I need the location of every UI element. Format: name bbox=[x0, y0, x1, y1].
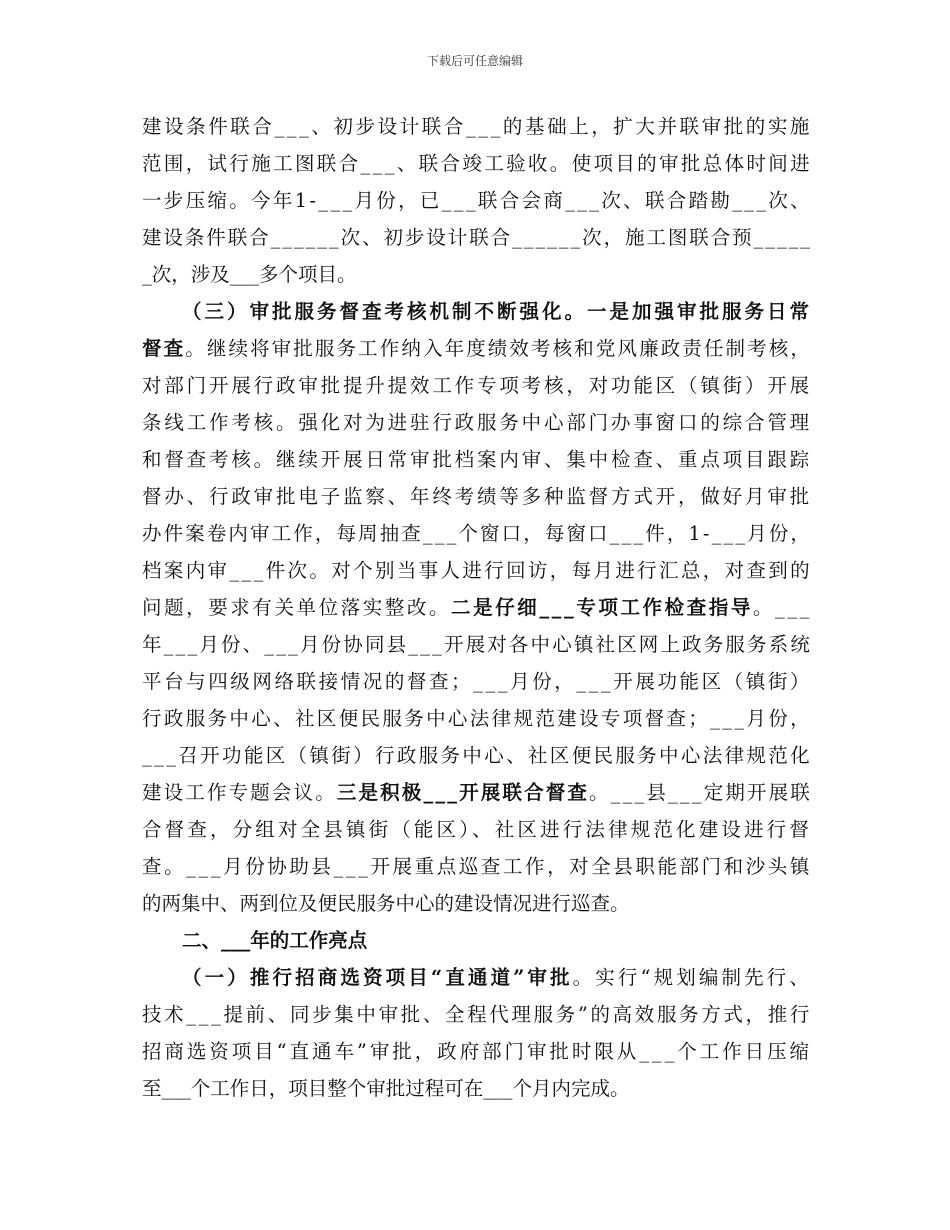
text-segment: 查。___月份协助县___开展重点巡查工作，对全县职能部门和沙头镇 bbox=[142, 855, 812, 878]
text-segment: 建设条件联合___、初步设计联合___的基础上，扩大并联审批的实施 bbox=[142, 115, 812, 138]
text-line bbox=[142, 219, 812, 256]
text-line bbox=[142, 478, 812, 515]
text-segment: ___召开功能区（镇街）行政服务中心、社区便民服务中心法律规范化 bbox=[142, 744, 812, 767]
text-segment: 建设工作专题会议。 bbox=[142, 781, 337, 804]
text-line bbox=[142, 256, 812, 293]
bold-text-segment: 二、___年的工作亮点 bbox=[182, 929, 368, 952]
text-line bbox=[142, 589, 812, 626]
text-line bbox=[142, 330, 812, 367]
bold-text-segment: （一）推行招商选资项目“直通道”审批 bbox=[182, 966, 573, 989]
text-segment: 。实行“规划编制先行、 bbox=[572, 966, 812, 989]
bold-text-segment: （三）审批服务督查考核机制不断强化。一是加强审批服务日常 bbox=[182, 300, 812, 323]
text-segment: 。继续将审批服务工作纳入年度绩效考核和党风廉政责任制考核， bbox=[185, 337, 812, 360]
text-segment: 督办、行政审批电子监察、年终考绩等多种监督方式开，做好月审批 bbox=[142, 485, 812, 508]
text-line bbox=[142, 515, 812, 552]
text-line bbox=[142, 108, 812, 145]
text-line bbox=[142, 182, 812, 219]
text-segment: 至___个工作日，项目整个审批过程可在___个月内完成。 bbox=[142, 1077, 630, 1100]
text-line bbox=[142, 552, 812, 589]
text-segment: 和督查考核。继续开展日常审批档案内审、集中检查、重点项目跟踪 bbox=[142, 448, 812, 471]
text-line bbox=[142, 441, 812, 478]
text-line bbox=[142, 663, 812, 700]
text-line bbox=[142, 293, 812, 330]
text-line bbox=[142, 996, 812, 1033]
text-line bbox=[142, 885, 812, 922]
text-line bbox=[142, 959, 812, 996]
bold-text-segment: 督查 bbox=[142, 337, 186, 360]
bold-text-segment: 二是仔细___专项工作检查指导 bbox=[451, 596, 753, 619]
text-segment: 档案内审___件次。对个别当事人进行回访，每月进行汇总，对查到的 bbox=[142, 559, 812, 582]
text-segment: 范围，试行施工图联合___、联合竣工验收。使项目的审批总体时间进 bbox=[142, 152, 812, 175]
page-header: 下载后可任意编辑 bbox=[426, 54, 523, 68]
text-line bbox=[142, 367, 812, 404]
text-segment: _次，涉及___多个项目。 bbox=[142, 263, 357, 286]
text-segment: 。___县___定期开展联 bbox=[589, 781, 812, 804]
text-segment: 合督查，分组对全县镇街（能区）、社区进行法律规范化建设进行督 bbox=[142, 818, 812, 841]
text-segment: 。___ bbox=[752, 596, 812, 619]
text-segment: 的两集中、两到位及便民服务中心的建设情况进行巡查。 bbox=[142, 892, 630, 915]
text-line bbox=[142, 626, 812, 663]
text-segment: 平台与四级网络联接情况的督查；___月份，___开展功能区（镇街） bbox=[142, 670, 812, 693]
text-line bbox=[142, 145, 812, 182]
text-segment: 办件案卷内审工作，每周抽查___个窗口，每窗口___件，1-___月份， bbox=[142, 522, 812, 545]
text-segment: 建设条件联合______次、初步设计联合______次，施工图联合预_____ bbox=[142, 226, 812, 249]
text-line bbox=[142, 774, 812, 811]
text-segment: 条线工作考核。强化对为进驻行政服务中心部门办事窗口的综合管理 bbox=[142, 411, 812, 434]
document-body bbox=[142, 108, 812, 1107]
text-segment: 行政服务中心、社区便民服务中心法律规范建设专项督查；___月份， bbox=[142, 707, 812, 730]
text-line bbox=[142, 848, 812, 885]
text-line bbox=[142, 700, 812, 737]
text-line bbox=[142, 811, 812, 848]
text-segment: 招商选资项目“直通车”审批，政府部门审批时限从___个工作日压缩 bbox=[142, 1040, 812, 1063]
text-segment: 技术___提前、同步集中审批、全程代理服务”的高效服务方式，推行 bbox=[142, 1003, 812, 1026]
text-segment: 年___月份、___月份协同县___开展对各中心镇社区网上政务服务系统 bbox=[142, 633, 812, 656]
text-segment: 问题，要求有关单位落实整改。 bbox=[142, 596, 452, 619]
text-segment: 对部门开展行政审批提升提效工作专项考核，对功能区（镇街）开展 bbox=[142, 374, 812, 397]
text-segment: 一步压缩。今年1-___月份，已___联合会商___次、联合踏勘___次、 bbox=[142, 189, 812, 212]
text-line bbox=[142, 922, 812, 959]
text-line bbox=[142, 737, 812, 774]
bold-text-segment: 三是积极___开展联合督查 bbox=[336, 781, 590, 804]
text-line bbox=[142, 1033, 812, 1070]
text-line bbox=[142, 404, 812, 441]
text-line bbox=[142, 1070, 812, 1107]
